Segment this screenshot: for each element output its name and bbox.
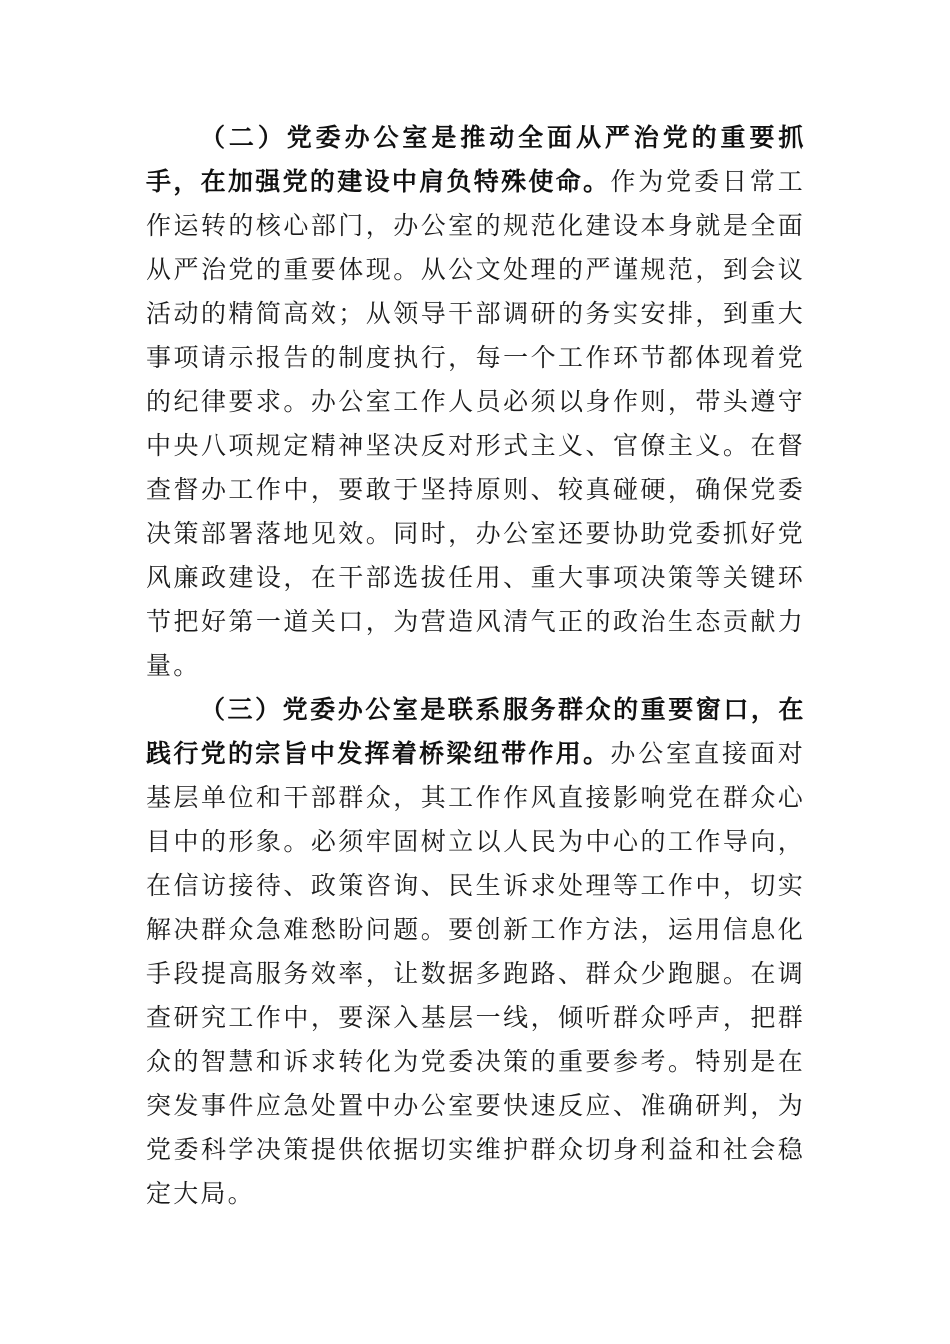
- paragraph-section-3: [146, 688, 805, 1216]
- section-body-3: 办公室直接面对基层单位和干部群众，其工作作风直接影响党在群众心目中的形象。必须牢固树立以人民为中心的工作导向，在信访接待、政策咨询、民生诉求处理等工作中，切实解决群众急难愁盼问题。要创新工作方法，运用信息化手段提高服务效率，让数据多跑路、群众少跑腿。在调查研究工作中，要深入基层一线，倾听群众呼声，把群众的智慧和诉求转化为党委决策的重要参考。特别是在突发事件应急处置中办公室要快速反应、准确研判，为党委科学决策提供依据切实维护群众切身利益和社会稳定大局。: [146, 739, 806, 1208]
- section-heading-2: （二）党委办公室是推动全面从严治党的重要抓手，在加强党的建设中肩负特殊使命。: [146, 123, 805, 196]
- section-body-2: 作为党委日常工作运转的核心部门，办公室的规范化建设本身就是全面从严治党的重要体现。从公文处理的严谨规范，到会议活动的精简高效；从领导干部调研的务实安排，到重大事项请示报告的制度执行，每一个工作环节都体现着党的纪律要求。办公室工作人员必须以身作则，带头遵守中央八项规定精神坚决反对形式主义、官僚主义。在督查督办工作中，要敢于坚持原则、较真碰硬，确保党委决策部署落地见效。同时，办公室还要协助党委抓好党风廉政建设，在干部选拔任用、重大事项决策等关键环节把好第一道关口，为营造风清气正的政治生态贡献力量。: [146, 167, 806, 680]
- document-body: [146, 116, 805, 1216]
- paragraph-section-2: [146, 116, 805, 688]
- section-heading-3: （三）党委办公室是联系服务群众的重要窗口，在践行党的宗旨中发挥着桥梁纽带作用。: [146, 695, 805, 768]
